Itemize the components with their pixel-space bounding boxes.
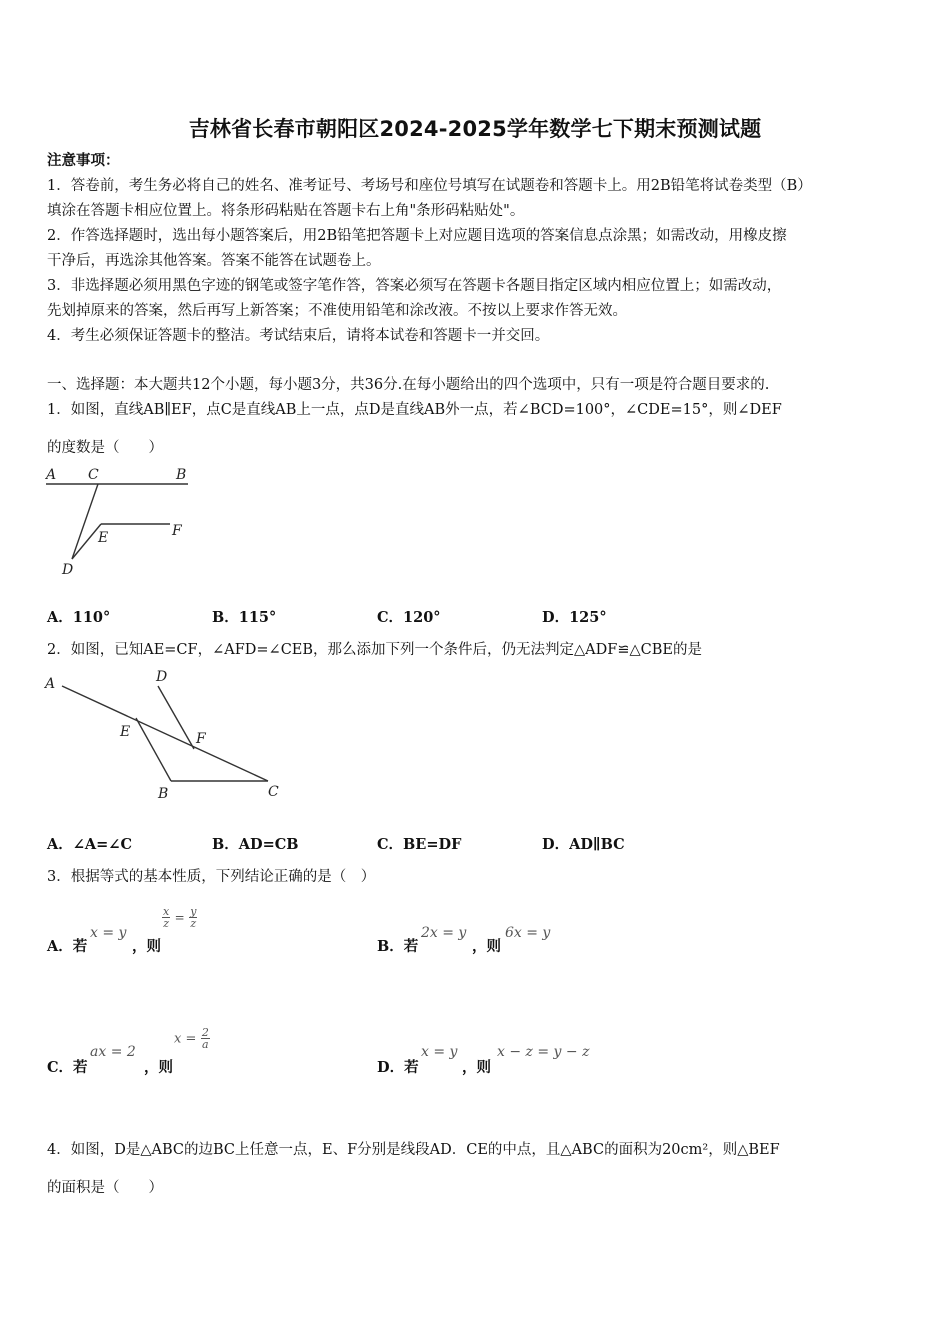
q2-option-b[interactable]: B．AD=CB — [212, 836, 299, 853]
result-left: x = — [174, 1031, 197, 1047]
notes-line: 先划掉原来的答案，然后再写上新答案；不准使用铅笔和涂改液。不按以上要求作答无效。 — [47, 303, 627, 319]
q2-option-a[interactable]: A．∠A=∠C — [47, 836, 132, 853]
q2-option-d[interactable]: D．AD∥BC — [542, 836, 625, 853]
q3-option-b-result: 6x = y — [505, 925, 551, 941]
equals-sign: = — [174, 910, 185, 925]
notes-line: 填涂在答题卡相应位置上。将条形码粘贴在答题卡右上角"条形码粘贴处"。 — [47, 203, 525, 219]
page-title: 吉林省长春市朝阳区2024-2025学年数学七下期末预测试题 — [188, 117, 762, 141]
label-c: C — [268, 784, 279, 800]
label-b: B — [158, 786, 169, 802]
q3-stem: 3．根据等式的基本性质，下列结论正确的是（ ） — [47, 869, 376, 885]
frac-denominator: z — [190, 917, 197, 930]
section-heading: 一、选择题：本大题共12个小题，每小题3分，共36分.在每小题给出的四个选项中，只有一项是符合题目要求的. — [47, 377, 770, 393]
label-e: E — [98, 530, 109, 546]
q4-stem: 4．如图，D是△ABC的边BC上任意一点，E、F分别是线段AD．CE的中点，且△ABC的面积为20cm²，则△BEF — [47, 1142, 780, 1158]
label-f: F — [172, 523, 182, 539]
q1-stem: 1．如图，直线AB∥EF，点C是直线AB上一点，点D是直线AB外一点，若∠BCD=100°，∠CDE=15°，则∠DEF — [47, 402, 782, 418]
q1-option-c[interactable]: C．120° — [377, 609, 441, 626]
notes-line: 2．作答选择题时，选出每小题答案后，用2B铅笔把答题卡上对应题目选项的答案信息点涂黑；如需改动，用橡皮擦 — [47, 228, 787, 244]
q2-figure — [40, 665, 290, 805]
q3-option-d-result: x − z = y − z — [497, 1044, 590, 1060]
q3-option-d-condition: x = y — [421, 1044, 458, 1060]
label-d: D — [62, 562, 74, 578]
q3-option-d-then: ，则 — [462, 1059, 491, 1076]
q4-stem-cont: 的面积是（ ） — [47, 1180, 163, 1196]
q1-figure — [40, 462, 200, 582]
q3-option-a-prefix[interactable]: A．若 — [47, 938, 88, 955]
frac-denominator: a — [202, 1038, 209, 1051]
q3-option-b-then: ，则 — [472, 938, 501, 955]
notes-line: 1．答卷前，考生务必将自己的姓名、准考证号、考场号和座位号填写在试题卷和答题卡上。用2B铅笔将试卷类型（B） — [47, 178, 812, 194]
q1-option-d[interactable]: D．125° — [542, 609, 607, 626]
notes-line: 3．非选择题必须用黑色字迹的钢笔或签字笔作答，答案必须写在答题卡各题目指定区域内相应位置上；如需改动， — [47, 278, 782, 294]
notes-line: 干净后，再选涂其他答案。答案不能答在试题卷上。 — [47, 253, 381, 269]
notes-heading: 注意事项： — [47, 152, 120, 169]
q3-option-a-result — [162, 906, 197, 929]
segment-df — [158, 686, 194, 749]
segment-de — [72, 524, 101, 559]
q2-option-c[interactable]: C．BE=DF — [377, 836, 462, 853]
q1-option-b[interactable]: B．115° — [212, 609, 277, 626]
q3-option-c-prefix[interactable]: C．若 — [47, 1059, 88, 1076]
q3-option-a-condition: x = y — [90, 925, 127, 941]
notes-line: 4．考生必须保证答题卡的整洁。考试结束后，请将本试卷和答题卡一并交回。 — [47, 328, 550, 344]
q1-option-a[interactable]: A．110° — [47, 609, 111, 626]
q3-option-d-prefix[interactable]: D．若 — [377, 1059, 419, 1076]
segment-ac — [62, 686, 268, 781]
q3-option-c-then: ，则 — [144, 1059, 173, 1076]
label-d: D — [156, 669, 168, 685]
q3-option-c-result — [174, 1027, 210, 1050]
q1-stem-cont: 的度数是（ ） — [47, 440, 163, 456]
label-f: F — [196, 731, 206, 747]
label-b: B — [176, 467, 187, 483]
frac-denominator: z — [163, 917, 169, 930]
frac-numerator: y — [190, 905, 197, 918]
q3-option-a-then: ，则 — [132, 938, 161, 955]
label-a: A — [46, 467, 57, 483]
q3-option-b-prefix[interactable]: B．若 — [377, 938, 419, 955]
label-c: C — [88, 467, 99, 483]
frac-numerator: 2 — [201, 1026, 209, 1039]
q3-option-b-condition: 2x = y — [421, 925, 467, 941]
q2-stem: 2．如图，已知AE=CF，∠AFD=∠CEB，那么添加下列一个条件后，仍无法判定△ADF≌△CBE的是 — [47, 642, 702, 658]
label-e: E — [120, 724, 131, 740]
segment-cd — [72, 484, 98, 559]
q3-option-c-condition: ax = 2 — [90, 1044, 136, 1060]
frac-numerator: x — [163, 905, 170, 918]
label-a: A — [45, 676, 56, 692]
